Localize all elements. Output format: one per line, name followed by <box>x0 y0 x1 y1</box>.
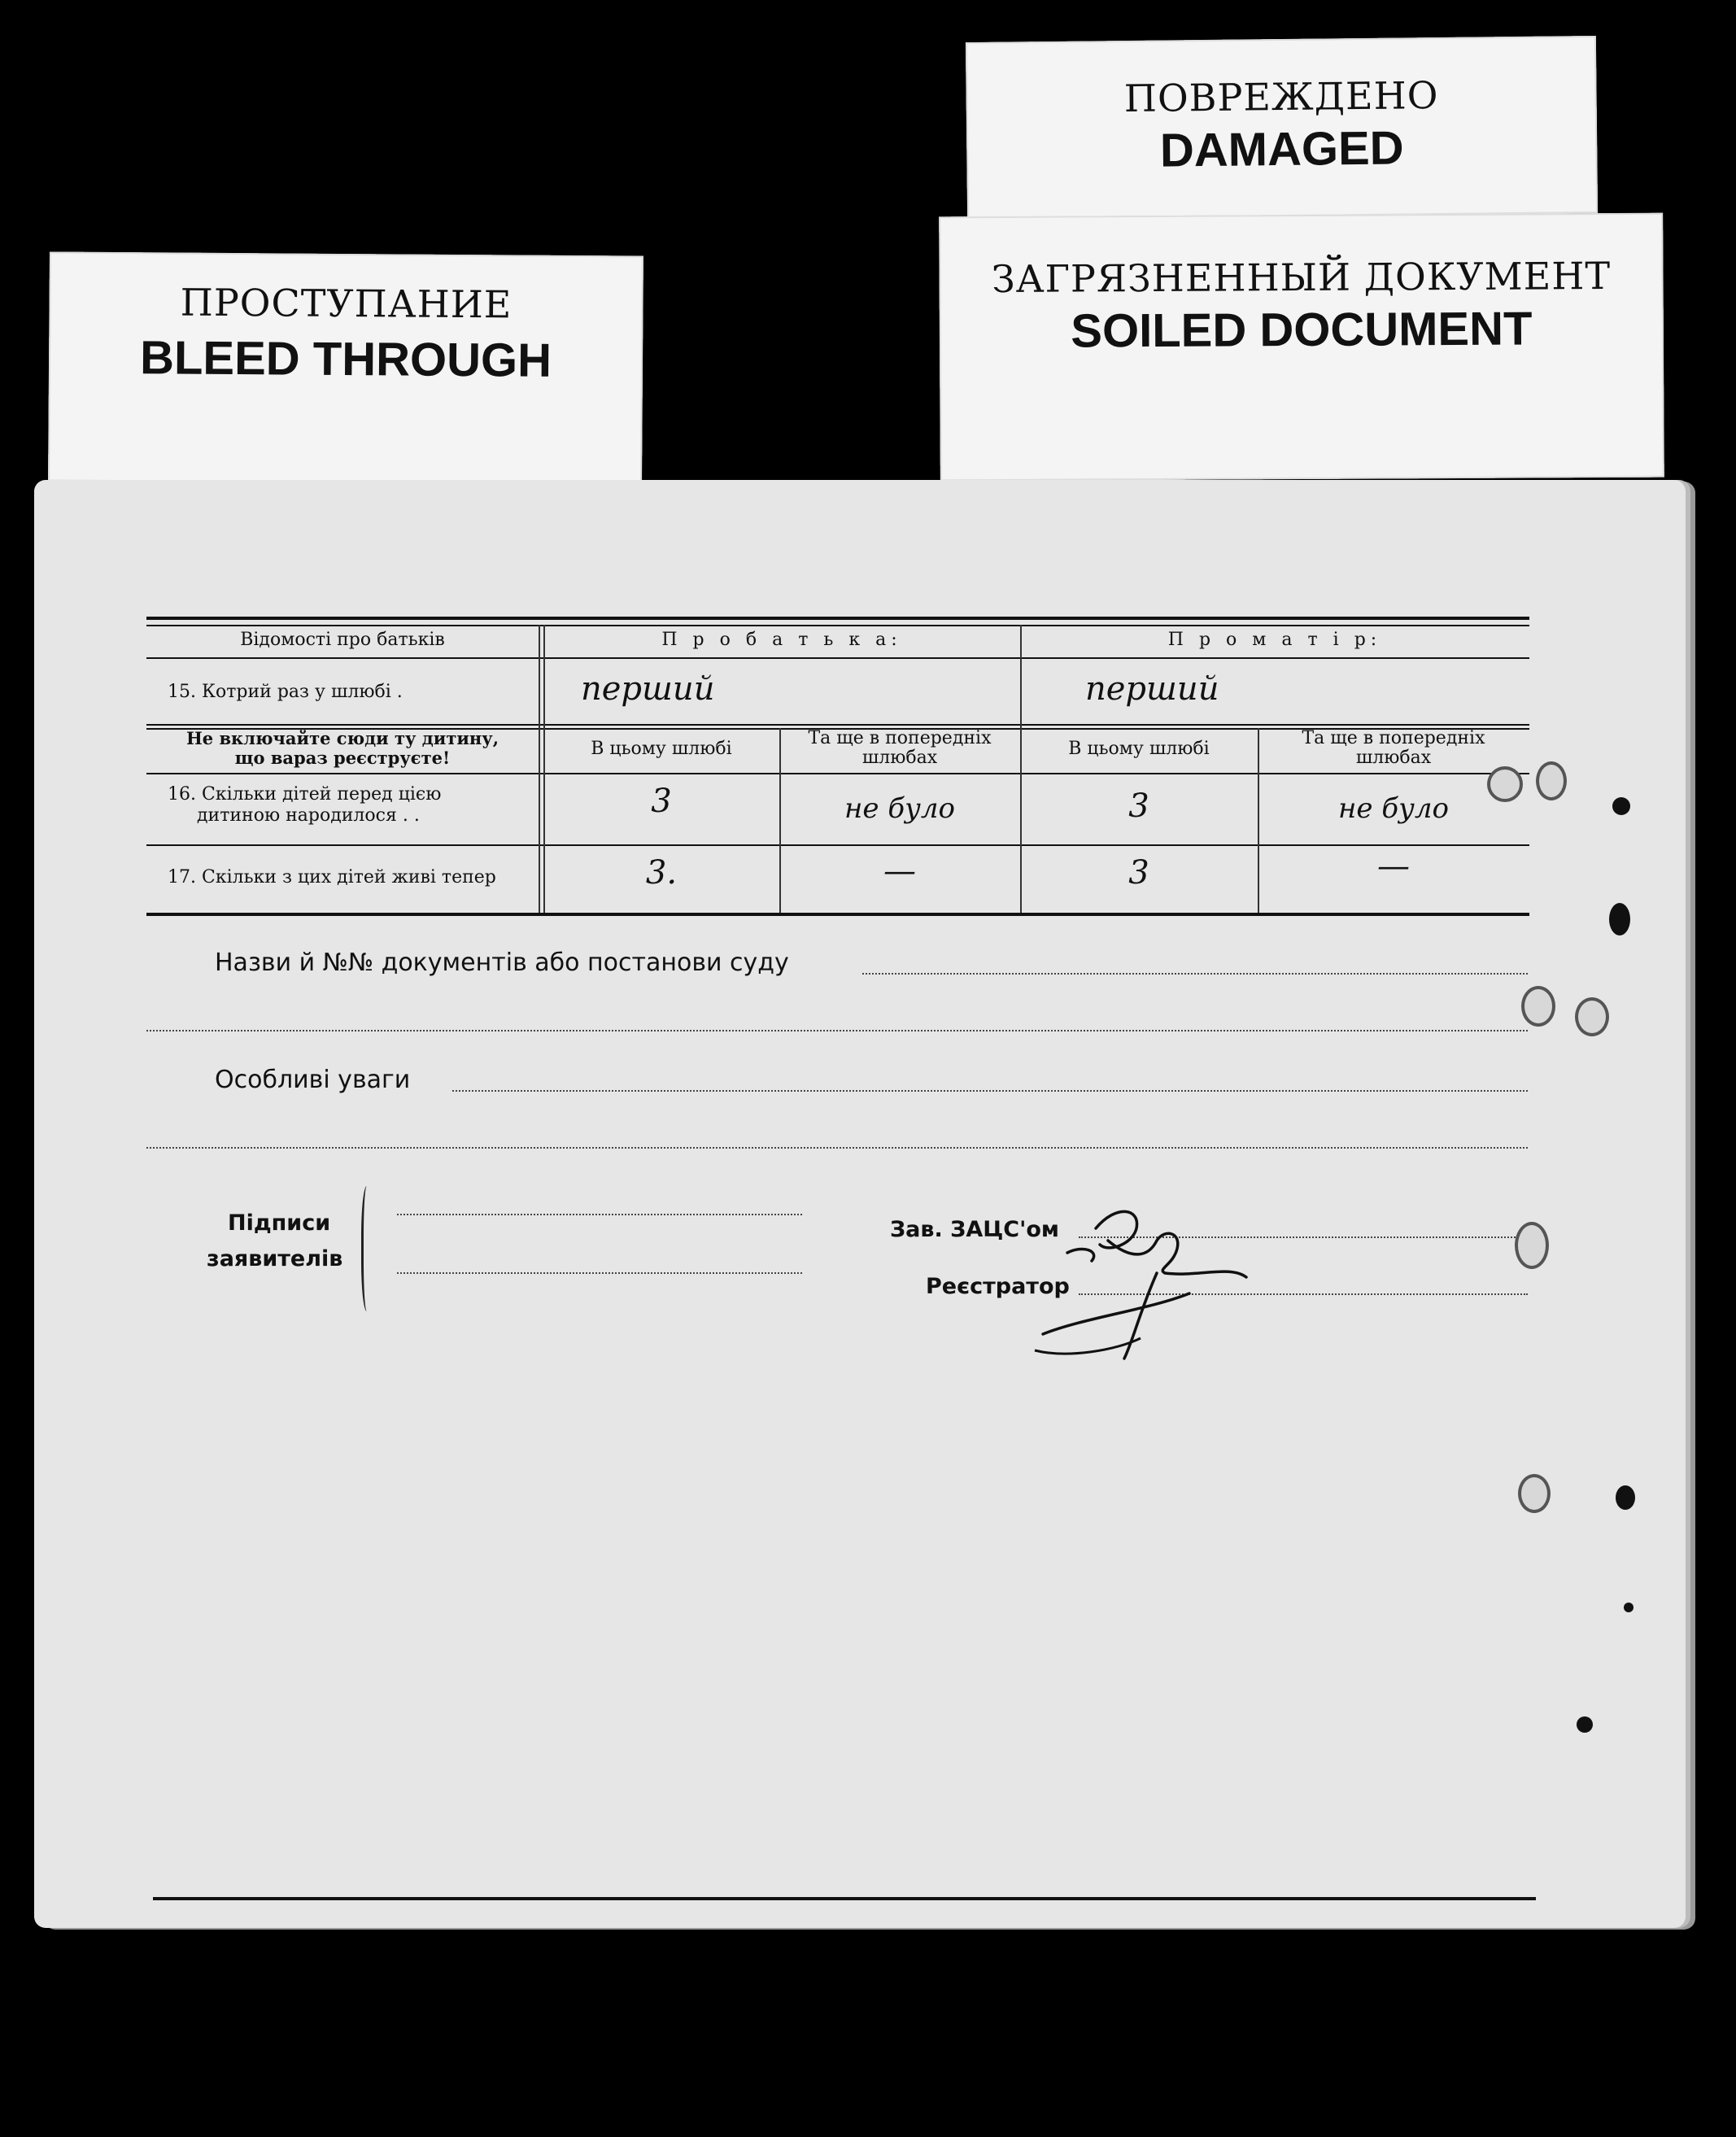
row16-bottom-rule <box>146 844 1529 846</box>
punch-hole <box>1518 1474 1551 1513</box>
row16-mother-prev: не було <box>1338 792 1449 825</box>
row17-label: 17. Скільки з цих дітей живі тепер <box>168 867 496 888</box>
damaged-label-ru: ПОВРЕЖДЕНО <box>1123 72 1439 121</box>
row16-label-1: 16. Скільки дітей перед цією <box>168 784 442 805</box>
subheader-bottom-rule <box>146 773 1529 774</box>
father-prev-header-1: Та ще в попередніх <box>808 728 992 748</box>
mother-prev-header-2: шлюбах <box>1355 748 1432 768</box>
row17-father-prev: — <box>883 853 916 890</box>
father-prev-header-2: шлюбах <box>861 748 938 768</box>
documents-dotted-line <box>862 973 1528 975</box>
punch-hole <box>1487 766 1523 802</box>
row16-father-prev: не було <box>844 792 955 825</box>
bleed-label-en: BLEED THROUGH <box>139 331 552 387</box>
soiled-label-card <box>939 213 1664 482</box>
header-bottom-rule <box>146 657 1529 659</box>
documents-label: Назви й №№ документів або постанови суду <box>215 949 789 977</box>
signatures-label-1: Підписи <box>228 1210 331 1236</box>
signatures-label-2: заявителів <box>207 1246 343 1271</box>
father-this-marriage-header: В цьому шлюбі <box>591 739 732 759</box>
signature-line-1 <box>397 1214 802 1215</box>
row15-bottom-rule <box>146 724 1529 726</box>
ink-blot <box>1577 1716 1593 1733</box>
table-bottom-rule <box>146 913 1529 916</box>
punch-hole <box>1515 1222 1549 1269</box>
registrar-label: Реєстратор <box>926 1274 1070 1299</box>
bleed-label-ru: ПРОСТУПАНИЕ <box>180 280 513 327</box>
signature-line-2 <box>397 1272 802 1274</box>
damaged-label-en: DAMAGED <box>1159 121 1404 177</box>
table-top-rule-2 <box>146 625 1529 626</box>
soiled-label-ru: ЗАГРЯЗНЕННЫЙ ДОКУМЕНТ <box>991 254 1612 301</box>
documents-dotted-line-2 <box>146 1030 1528 1031</box>
row16-mother-this: 3 <box>1128 787 1149 825</box>
ink-blot <box>1624 1603 1633 1612</box>
row16-father-this: 3 <box>651 783 672 820</box>
header-parents-info: Відомості про батьків <box>240 630 445 650</box>
row17-mother-prev: — <box>1377 848 1410 885</box>
row15-father-value: перший <box>581 670 715 708</box>
row15-label: 15. Котрий раз у шлюбі . <box>168 682 403 702</box>
note-line2: що вараз реєструєте! <box>234 748 451 768</box>
punch-hole <box>1575 997 1609 1036</box>
notes-dotted-line <box>452 1090 1528 1092</box>
mother-prev-header-1: Та ще в попередніх <box>1302 728 1485 748</box>
punch-hole <box>1521 986 1555 1027</box>
soiled-label-en: SOILED DOCUMENT <box>1071 302 1533 358</box>
punch-hole <box>1536 761 1567 800</box>
row16-label-2: дитиною народилося . . <box>197 805 420 826</box>
ink-blot <box>1612 797 1630 815</box>
header-father: П р о б а т ь к а: <box>661 630 902 650</box>
bleed-through-label-card <box>48 251 643 485</box>
mother-this-marriage-header: В цьому шлюбі <box>1068 739 1210 759</box>
note-line1: Не включайте сюди ту дитину, <box>185 728 499 748</box>
notes-dotted-line-2 <box>146 1147 1528 1149</box>
row17-mother-this: 3 <box>1128 854 1149 892</box>
header-mother: П р о м а т і р: <box>1167 630 1382 650</box>
row17-father-this: 3. <box>645 854 678 892</box>
table-top-rule <box>146 617 1529 620</box>
ink-blot <box>1609 903 1630 935</box>
head-of-registry-label: Зав. ЗАЦС'ом <box>890 1217 1059 1242</box>
bottom-rule <box>153 1897 1536 1900</box>
registrar-signature <box>1018 1196 1328 1375</box>
signatures-brace <box>361 1186 375 1311</box>
row15-mother-value: перший <box>1085 670 1219 708</box>
damaged-label-card <box>966 36 1598 220</box>
document-sheet <box>34 480 1686 1928</box>
notes-label: Особливі уваги <box>215 1066 411 1094</box>
ink-blot <box>1616 1485 1635 1510</box>
